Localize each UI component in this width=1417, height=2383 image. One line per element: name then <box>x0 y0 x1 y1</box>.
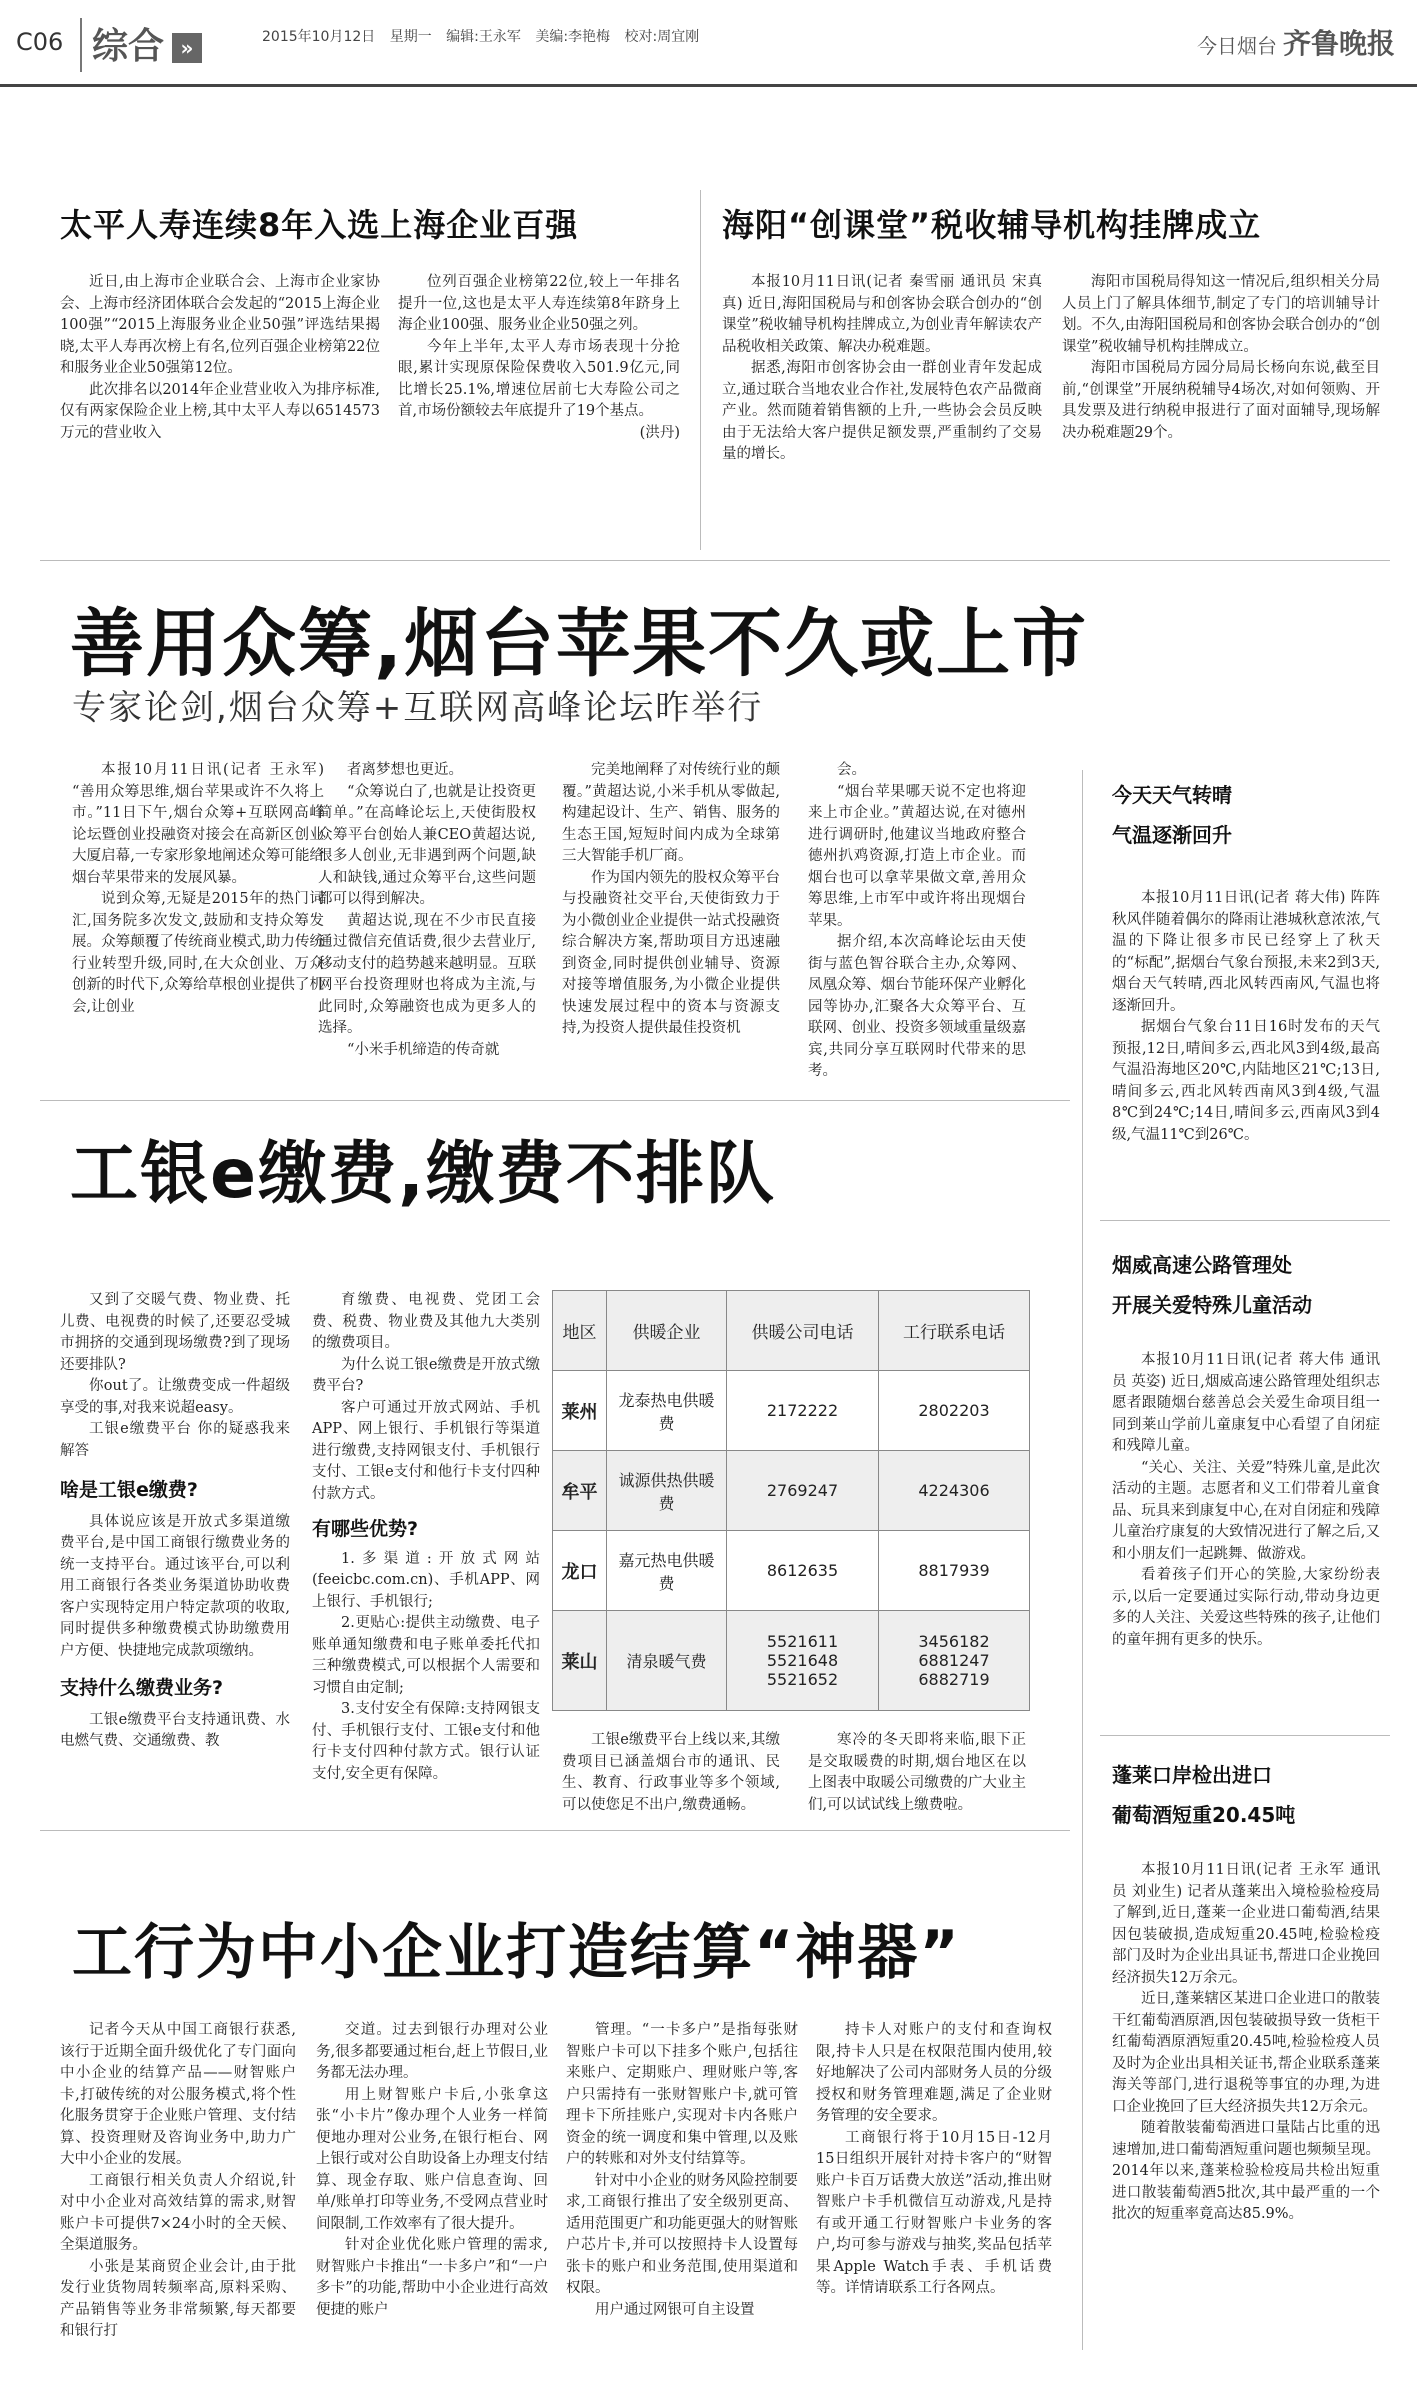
paragraph: 用户通过网银可自主设置 <box>595 2301 755 2318</box>
paragraph: 持卡人对账户的支付和查询权限,持卡人只是在权限范围内使用,较好地解决了公司内部财务人员的分级授权和财务管理难题,满足了企业财务管理的安全要求。 <box>816 2022 1052 2124</box>
paragraph: 1.多渠道:开放式网站(feeicbc.com.cn)、手机APP、网上银行、手机银行; <box>312 1550 540 1610</box>
headline: 善用众筹,烟台苹果不久或上市 <box>70 601 1089 687</box>
phone: 5521652 <box>766 1670 839 1689</box>
table-cell: 莱州 <box>553 1371 607 1451</box>
table-cell: 牟平 <box>553 1451 607 1531</box>
section-divider <box>40 1830 1070 1831</box>
article-column <box>312 1290 540 1785</box>
article-title: 海阳“创课堂”税收辅导机构挂牌成立 <box>722 206 1262 244</box>
paragraph: 管理。“一卡多户”是指每张财智账户卡可以下挂多个账户,包括往来账户、定期账户、理财账户等,客户只需持有一张财智账户卡,就可管理卡下所挂账户,实现对卡内各账户资金的统一调度和集中管理,以及账户的转账和对外支付结算等。 <box>566 2022 798 2167</box>
page-header <box>0 0 1417 95</box>
paragraph: 据介绍,本次高峰论坛由天使街与蓝色智谷联合主办,众筹网、凤凰众筹、烟台节能环保产业孵化园等协办,汇聚各大众筹平台、互联网、创业、投资多领域重量级嘉宾,共同分享互联网时代带来的思考。 <box>808 934 1026 1079</box>
paragraph: 今年上半年,太平人寿市场表现十分抢眼,累计实现原保险保费收入501.9亿元,同比增长25.1%,增速位居前七大寿险公司之首,市场份额较去年底提升了19个基点。 <box>398 338 680 419</box>
table-cell: 龙泰热电供暖费 <box>607 1371 727 1451</box>
article-column <box>562 760 780 1040</box>
paragraph: 此次排名以2014年企业营业收入为排序标准,仅有两家保险企业上榜,其中太平人寿以6514573万元的营业收入 <box>60 381 380 441</box>
paragraph: 本报10月11日讯(记者 秦雪丽 通讯员 宋真真) 近日,海阳国税局与和创客协会联合创办的“创课堂”税收辅导机构挂牌成立,为创业青年解读农产品税收相关政策、解决办税难题。 <box>722 274 1042 355</box>
article-column <box>562 1730 780 1816</box>
section-label: 综合 <box>92 26 165 67</box>
article-title: 太平人寿连续8年入选上海企业百强 <box>60 206 579 244</box>
paragraph: 工银e缴费平台 你的疑惑我来解答 <box>60 1421 290 1459</box>
phone: 5521611 <box>766 1632 839 1651</box>
date: 2015年10月12日 <box>262 29 376 45</box>
header-right <box>1197 22 1395 62</box>
section-divider <box>40 1100 1070 1101</box>
paragraph: 位列百强企业榜第22位,较上一年排名提升一位,这也是太平人寿连续第8年跻身上海企业100强、服务业企业50强之列。 <box>398 274 680 333</box>
paragraph: 作为国内领先的股权众筹平台与投融资社交平台,天使街致力于为小微创业企业提供一站式投融资综合解决方案,帮助项目方迅速融到资金,同时提供创业辅导、资源对接等增值服务,为小微企业提供快速发展过程中的资本与资源支持,为投资人提供最佳投资机 <box>562 869 780 1036</box>
article-column <box>72 760 324 1018</box>
table-header-row <box>553 1291 1030 1371</box>
article-column <box>808 760 1026 1083</box>
table-cell: 诚源供热供暖费 <box>607 1451 727 1531</box>
headline-line: 烟威高速公路管理处 <box>1112 1253 1292 1277</box>
paragraph: 育缴费、电视费、党团工会费、税费、物业费及其他九大类别的缴费项目。 <box>312 1292 540 1351</box>
table-cell <box>879 1611 1030 1711</box>
article-column <box>1112 888 1380 1146</box>
article-column <box>566 2020 798 2321</box>
column-divider <box>1082 770 1083 2350</box>
subheadline: 专家论剑,烟台众筹+互联网高峰论坛昨举行 <box>72 688 764 728</box>
sidebar-headline <box>1112 1245 1312 1325</box>
paragraph: 会。 <box>837 762 866 778</box>
double-arrow-icon: » <box>172 33 202 63</box>
headline-line: 气温逐渐回升 <box>1112 823 1232 847</box>
table-row <box>553 1611 1030 1711</box>
table-row <box>553 1451 1030 1531</box>
paragraph: 完美地阐释了对传统行业的颠覆。”黄超达说,小米手机从零做起,构建起设计、生产、销售、服务的生态王国,短短时间内成为全球第三大智能手机厂商。 <box>562 762 780 864</box>
paragraph: 近日,蓬莱辖区某进口企业进口的散装干红葡萄酒原酒,因包装破损导致一货柜干红葡萄酒原酒短重20.45吨,检验检疫人员及时为企业出具相关证书,帮企业联系蓬莱海关等部门,进行退税等事宜的办理,为进口企业挽回了巨大经济损失共12万余元。 <box>1112 1991 1380 2115</box>
table-cell: 8612635 <box>727 1531 879 1611</box>
article-column <box>816 2020 1052 2300</box>
paragraph: 本报10月11日讯(记者 蒋大伟) 阵阵秋风伴随着偶尔的降雨让港城秋意浓浓,气温的下降让很多市民已经穿上了秋天的“标配”,据烟台气象台预报,未来2到3天,烟台天气转晴,西北风转西南风,气温也将逐渐回升。 <box>1112 890 1380 1014</box>
paragraph: 你out了。让缴费变成一件超级享受的事,对我来说超easy。 <box>60 1378 290 1416</box>
article-column <box>1112 1350 1380 1651</box>
paragraph: 看着孩子们开心的笑脸,大家纷纷表示,以后一定要通过实际行动,带动身边更多的人关注、关爱这些特殊的孩子,让他们的童年拥有更多的快乐。 <box>1112 1567 1380 1648</box>
paragraph: “关心、关注、关爱”特殊儿童,是此次活动的主题。志愿者和义工们带着儿童食品、玩具来到康复中心,在对自闭症和残障儿童治疗康复的大致情况进行了解之后,又和小朋友们一起跳舞、做游戏。 <box>1112 1459 1380 1562</box>
paragraph: 随着散装葡萄酒进口量陆占比重的迅速增加,进口葡萄酒短重问题也频频呈现。2014年以来,蓬莱检验检疫局共检出短重进口散装葡萄酒5批次,其中最严重的一个批次的短重率竟高达85.9%。 <box>1112 2120 1380 2222</box>
headline-line: 开展关爱特殊儿童活动 <box>1112 1293 1312 1317</box>
subheading: 啥是工银e缴费? <box>60 1479 198 1501</box>
headline: 工行为中小企业打造结算“神器” <box>72 1918 961 1988</box>
paragraph: 本报10月11日讯(记者 王永军) “善用众筹思维,烟台苹果或许不久将上市。”11日下午,烟台众筹+互联网高峰论坛暨创业投融资对接会在高新区创业大厦启幕,一专家形象地阐述众筹可能给烟台苹果带来的发展风暴。 <box>72 762 324 886</box>
newspaper-logo: 齐鲁晚报 <box>1282 27 1395 60</box>
section-divider <box>1100 1735 1390 1736</box>
article-column <box>318 760 536 1061</box>
paragraph: 工银e缴费平台支持通讯费、水电燃气费、交通缴费、教 <box>60 1711 290 1749</box>
paragraph: 者离梦想也更近。 <box>347 762 463 778</box>
paragraph: 具体说应该是开放式多渠道缴费平台,是中国工商银行缴费业务的统一支持平台。通过该平台,可以利用工商银行各类业务渠道协助收费客户实现特定用户特定款项的收取,同时提供多种缴费模式协助缴费用户方便、快捷地完成款项缴纳。 <box>60 1513 290 1659</box>
table-cell: 2769247 <box>727 1451 879 1531</box>
proofreader: 校对:周宜刚 <box>624 29 700 45</box>
column-header: 地区 <box>553 1291 607 1371</box>
paragraph: 工商银行将于10月15日-12月15日组织开展针对持卡客户的“财智账户卡百万话费大放送”活动,推出财智账户卡手机微信互动游戏,凡是持有或开通工行财智账户卡业务的客户,均可参与游戏与抽奖,奖品包括苹果Apple Watch手表、手机话费等。详情请联系工行各网点。 <box>816 2129 1052 2296</box>
sidebar-headline <box>1112 1755 1295 1835</box>
paragraph: 黄超达说,现在不少市民直接通过微信充值话费,很少去营业厅,移动支付的趋势越来越明显。互联网平台投资理财也将成为主流,与此同时,众筹融资也成为更多人的选择。 <box>318 912 536 1036</box>
edition-name: 今日烟台 <box>1196 34 1277 58</box>
paragraph: 3.支付安全有保障:支持网银支付、手机银行支付、工银e支付和他行卡支付四种付款方式。银行认证支付,安全更有保障。 <box>312 1701 540 1782</box>
paragraph: 说到众筹,无疑是2015年的热门词汇,国务院多次发文,鼓励和支持众筹发展。众筹颠覆了传统商业模式,助力传统行业转型升级,同时,在大众创业、万众创新的时代下,众筹给草根创业提供了机会,让创业 <box>72 891 324 1015</box>
phone: 3456182 <box>918 1632 990 1651</box>
article-column <box>316 2020 548 2321</box>
column-header: 供暖企业 <box>607 1291 727 1371</box>
phone: 6881247 <box>918 1651 990 1670</box>
headline-line: 蓬莱口岸检出进口 <box>1112 1763 1272 1787</box>
subheading: 支持什么缴费业务? <box>60 1677 224 1699</box>
section-divider <box>40 560 1390 561</box>
table-cell: 嘉元热电供暖费 <box>607 1531 727 1611</box>
weekday: 星期一 <box>389 29 432 45</box>
heating-fee-table <box>552 1290 1030 1711</box>
headline-line: 今天天气转晴 <box>1112 783 1232 807</box>
paragraph: 客户可通过开放式网站、手机APP、网上银行、手机银行等渠道进行缴费,支持网银支付、手机银行支付、工银e支付和他行卡支付四种付款方式。 <box>312 1399 540 1502</box>
table-cell: 2172222 <box>727 1371 879 1451</box>
section-title <box>80 18 250 72</box>
phone: 5521648 <box>766 1651 839 1670</box>
sidebar-headline <box>1112 775 1232 855</box>
table-cell: 8817939 <box>879 1531 1030 1611</box>
article-column <box>808 1730 1026 1816</box>
article-column <box>1062 272 1380 444</box>
table-cell: 莱山 <box>553 1611 607 1711</box>
byline: (洪丹) <box>639 424 680 441</box>
paragraph: 近日,由上海市企业联合会、上海市企业家协会、上海市经济团体联合会发起的“2015上海企业100强”“2015上海服务业企业50强”评选结果揭晓,太平人寿再次榜上有名,位列百强企业榜第22位和服务业企业50强第12位。 <box>60 274 380 376</box>
table-cell: 2802203 <box>879 1371 1030 1451</box>
table-row <box>553 1531 1030 1611</box>
table-cell: 清泉暖气费 <box>607 1611 727 1711</box>
paragraph: 小张是某商贸企业会计,由于批发行业货物周转频率高,原料采购、产品销售等业务非常频繁,每天都要和银行打 <box>60 2258 296 2339</box>
table-cell <box>727 1611 879 1711</box>
article-column <box>398 272 680 444</box>
article-column <box>60 272 380 444</box>
paragraph: 据烟台气象台11日16时发布的天气预报,12日,晴间多云,西北风3到4级,最高气温沿海地区20℃,内陆地区21℃;13日,晴间多云,西北风转西南风3到4级,气温8℃到24℃;14日,晴间多云,西南风3到4级,气温11℃到26℃。 <box>1112 1019 1380 1143</box>
paragraph: “烟台苹果哪天说不定也将迎来上市企业。”黄超达说,在对德州进行调研时,他建议当地政府整合德州扒鸡资源,打造上市企业。而烟台也可以拿苹果做文章,善用众筹思维,上市军中或许将出现烟台苹果。 <box>808 783 1026 929</box>
paragraph: 据悉,海阳市创客协会由一群创业青年发起成立,通过联合当地农业合作社,发展特色农产品微商产业。然而随着销售额的上升,一些协会会员反映由于无法给大客户提供足额发票,严重制约了交易量的增长。 <box>722 360 1042 462</box>
paragraph: “众筹说白了,也就是让投资更简单。”在高峰论坛上,天使街股权众筹平台创始人兼CEO黄超达说,很多人创业,无非遇到两个问题,缺人和缺钱,通过众筹平台,这些问题都可以得到解决。 <box>318 783 536 907</box>
paragraph: 交道。过去到银行办理对公业务,很多都要通过柜台,赶上节假日,业务都无法办理。 <box>316 2022 548 2081</box>
paragraph: 针对中小企业的财务风险控制要求,工商银行推出了安全级别更高、适用范围更广和功能更强大的财智账户芯片卡,并可以按照持卡人设置每张卡的账户和业务范围,使用渠道和权限。 <box>566 2172 798 2296</box>
paragraph: “小米手机缔造的传奇就 <box>347 1041 500 1058</box>
paragraph: 本报10月11日讯(记者 蒋大伟 通讯员 英姿) 近日,烟威高速公路管理处组织志愿者跟随烟台慈善总会关爱生命项目组一同到莱山学前儿童康复中心看望了自闭症和残障儿童。 <box>1112 1352 1380 1454</box>
paragraph: 为什么说工银e缴费是开放式缴费平台? <box>312 1356 540 1394</box>
paragraph: 2.更贴心:提供主动缴费、电子账单通知缴费和电子账单委托代扣三种缴费模式,可以根据个人需要和习惯自由定制; <box>312 1615 540 1696</box>
table-cell: 4224306 <box>879 1451 1030 1531</box>
article-column <box>60 2020 296 2343</box>
article-column <box>1112 1860 1380 2226</box>
paragraph: 寒冷的冬天即将来临,眼下正是交取暖费的时期,烟台地区在以上图表中取暖公司缴费的广大业主们,可以试试线上缴费啦。 <box>808 1732 1026 1813</box>
paragraph: 针对企业优化账户管理的需求,财智账户卡推出“一卡多户”和“一户多卡”的功能,帮助中小企业进行高效便捷的账户 <box>316 2237 548 2318</box>
header-rule <box>0 84 1417 87</box>
paragraph: 海阳市国税局得知这一情况后,组织相关分局人员上门了解具体细节,制定了专门的培训辅导计划。不久,由海阳国税局和创客协会联合创办的“创课堂”税收辅导机构挂牌成立。 <box>1062 274 1380 355</box>
art-editor: 美编:李艳梅 <box>535 29 611 45</box>
table-cell: 龙口 <box>553 1531 607 1611</box>
editor: 编辑:王永军 <box>446 29 521 45</box>
headline-line: 葡萄酒短重20.45吨 <box>1112 1803 1296 1827</box>
phone: 6882719 <box>918 1670 990 1689</box>
paragraph: 记者今天从中国工商银行获悉,该行于近期全面升级优化了专门面向中小企业的结算产品——财智账户卡,打破传统的对公服务模式,将个性化服务贯穿于企业账户管理、支付结算、投资理财及咨询业务中,助力广大中小企业的发展。 <box>60 2022 296 2167</box>
header-info <box>262 26 699 46</box>
paragraph: 工银e缴费平台上线以来,其缴费项目已涵盖烟台市的通讯、民生、教育、行政事业等多个领域,可以使您足不出户,缴费通畅。 <box>562 1732 780 1813</box>
column-header: 供暖公司电话 <box>727 1291 879 1371</box>
article-column <box>722 272 1042 466</box>
paragraph: 工商银行相关负责人介绍说,针对中小企业对高效结算的需求,财智账户卡可提供7×24小时的全天候、全渠道服务。 <box>60 2172 296 2253</box>
section-divider <box>1100 1220 1390 1221</box>
column-divider <box>700 190 701 550</box>
paragraph: 用上财智账户卡后,小张拿这张“小卡片”像办理个人业务一样简便地办理对公业务,在银行柜台、网上银行或对公自助设备上办理支付结算、现金存取、账户信息查询、回单/账单打印等业务,不受网点营业时间限制,工作效率有了很大提升。 <box>316 2086 548 2232</box>
paragraph: 又到了交暖气费、物业费、托儿费、电视费的时候了,还要忍受城市拥挤的交通到现场缴费?到了现场还要排队? <box>60 1292 290 1373</box>
article-column <box>60 1290 290 1753</box>
paragraph: 海阳市国税局方园分局局长杨向东说,截至目前,“创课堂”开展纳税辅导4场次,对如何领购、开具发票及进行纳税申报进行了面对面辅导,现场解决办税难题29个。 <box>1062 360 1380 441</box>
paragraph: 本报10月11日讯(记者 王永军 通讯员 刘业生) 记者从蓬莱出入境检验检疫局了解到,近日,蓬莱一企业进口葡萄酒,结果因包装破损,造成短重20.45吨,检验检疫部门及时为企业出具证书,帮进口企业挽回经济损失12万余元。 <box>1112 1862 1380 1986</box>
headline: 工银e缴费,缴费不排队 <box>70 1135 776 1214</box>
subheading: 有哪些优势? <box>312 1518 419 1540</box>
table-row <box>553 1371 1030 1451</box>
column-header: 工行联系电话 <box>879 1291 1030 1371</box>
page-number: C06 <box>16 28 64 56</box>
